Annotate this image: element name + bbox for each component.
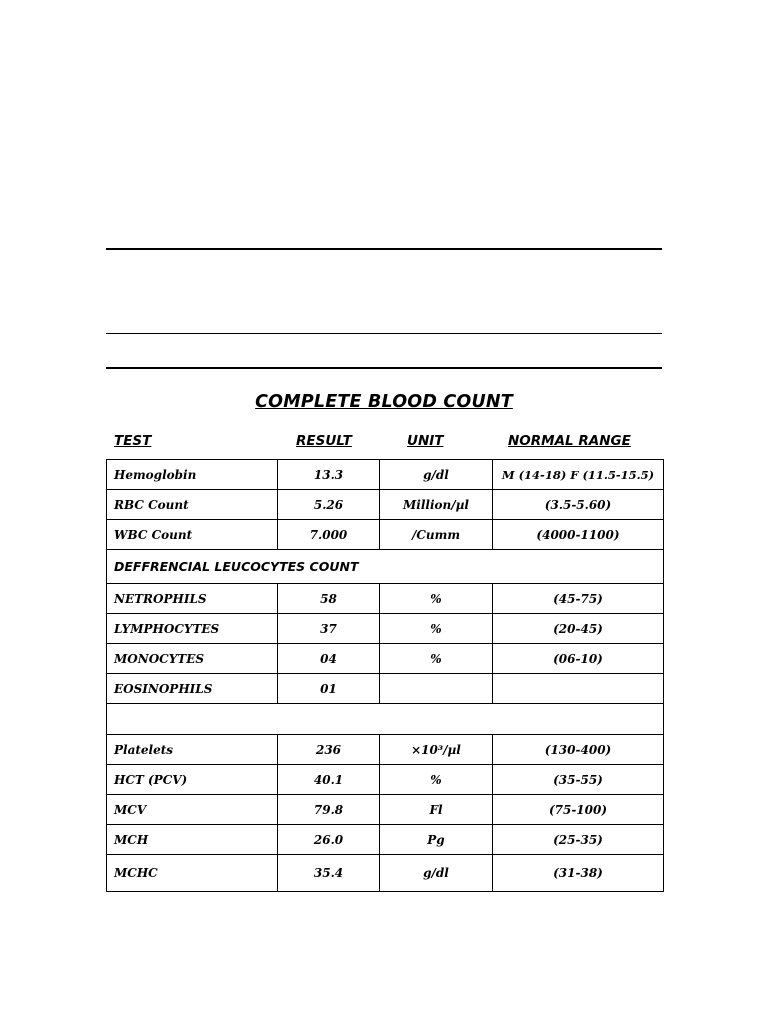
test-unit: % <box>380 584 493 614</box>
test-result: 79.8 <box>278 795 380 825</box>
test-name: NETROPHILS <box>107 584 278 614</box>
table-row <box>107 520 664 550</box>
test-unit: ×10³/µl <box>380 735 493 765</box>
test-normal-range: (3.5-5.60) <box>493 490 664 520</box>
test-name: EOSINOPHILS <box>107 674 278 704</box>
column-header-unit: UNIT <box>407 433 444 449</box>
test-normal-range <box>493 674 664 704</box>
section-row <box>107 550 664 584</box>
test-name: MCH <box>107 825 278 855</box>
test-name: MCHC <box>107 855 278 892</box>
test-result: 40.1 <box>278 765 380 795</box>
test-normal-range: (20-45) <box>493 614 664 644</box>
table-row <box>107 614 664 644</box>
column-header-normal-range: NORMAL RANGE <box>508 433 631 449</box>
blank-cell <box>107 704 664 735</box>
test-result: 7.000 <box>278 520 380 550</box>
test-unit: Pg <box>380 825 493 855</box>
table-row <box>107 855 664 892</box>
report-title: COMPLETE BLOOD COUNT <box>255 392 513 412</box>
test-normal-range: (35-55) <box>493 765 664 795</box>
table-row <box>107 674 664 704</box>
test-result: 5.26 <box>278 490 380 520</box>
blank-row <box>107 704 664 735</box>
test-normal-range: (75-100) <box>493 795 664 825</box>
test-unit: % <box>380 644 493 674</box>
test-normal-range: (31-38) <box>493 855 664 892</box>
test-name: LYMPHOCYTES <box>107 614 278 644</box>
test-normal-range: (25-35) <box>493 825 664 855</box>
test-name: HCT (PCV) <box>107 765 278 795</box>
test-name: Hemoglobin <box>107 460 278 490</box>
header-divider-middle <box>106 333 662 334</box>
test-unit: % <box>380 614 493 644</box>
table-row <box>107 795 664 825</box>
table-row <box>107 490 664 520</box>
test-result: 37 <box>278 614 380 644</box>
test-name: RBC Count <box>107 490 278 520</box>
test-normal-range: (4000-1100) <box>493 520 664 550</box>
test-unit: /Cumm <box>380 520 493 550</box>
table-row <box>107 584 664 614</box>
section-label: DEFFRENCIAL LEUCOCYTES COUNT <box>107 550 664 584</box>
test-unit: Million/µl <box>380 490 493 520</box>
header-divider-bottom <box>106 367 662 369</box>
test-name: Platelets <box>107 735 278 765</box>
test-name: WBC Count <box>107 520 278 550</box>
table-row <box>107 735 664 765</box>
table-row <box>107 765 664 795</box>
test-result: 58 <box>278 584 380 614</box>
column-header-result: RESULT <box>296 433 352 449</box>
test-name: MCV <box>107 795 278 825</box>
test-normal-range: (130-400) <box>493 735 664 765</box>
test-normal-range: (06-10) <box>493 644 664 674</box>
test-unit: Fl <box>380 795 493 825</box>
table-row <box>107 460 664 490</box>
test-unit: g/dl <box>380 460 493 490</box>
test-unit: g/dl <box>380 855 493 892</box>
test-unit <box>380 674 493 704</box>
test-normal-range: M (14-18) F (11.5-15.5) <box>493 460 664 490</box>
test-result: 13.3 <box>278 460 380 490</box>
test-result: 35.4 <box>278 855 380 892</box>
test-result: 236 <box>278 735 380 765</box>
test-unit: % <box>380 765 493 795</box>
column-header-test: TEST <box>114 433 152 449</box>
table-row <box>107 825 664 855</box>
blood-count-table <box>106 459 664 892</box>
table-row <box>107 644 664 674</box>
test-normal-range: (45-75) <box>493 584 664 614</box>
test-result: 26.0 <box>278 825 380 855</box>
test-result: 01 <box>278 674 380 704</box>
test-name: MONOCYTES <box>107 644 278 674</box>
test-result: 04 <box>278 644 380 674</box>
header-divider-top <box>106 248 662 250</box>
